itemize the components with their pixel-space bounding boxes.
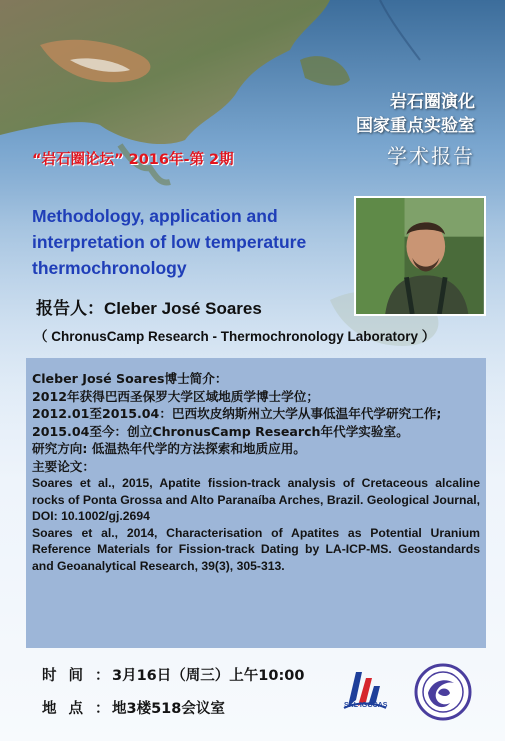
speaker-prefix: 报告人：	[36, 299, 104, 319]
time-value: 3月16日（周三）上午10:00	[112, 668, 305, 684]
bio-line: 研究方向: 低温热年代学的方法探索和地质应用。	[32, 441, 306, 456]
lab-title	[356, 90, 475, 168]
publications-heading: 主要论文：	[32, 458, 95, 474]
speaker-photo	[354, 196, 486, 316]
bio-heading: Cleber José Soares博士简介：	[32, 371, 228, 386]
time-row	[42, 660, 304, 693]
lab-name-line1: 岩石圈演化	[390, 92, 475, 112]
skl-iggcas-logo	[338, 664, 392, 720]
institute-logo-icon	[414, 663, 472, 721]
talk-title: Methodology, application and interpretation of low temperature thermochronology	[32, 206, 307, 278]
bio-line: 2012.01至2015.04：巴西坎皮纳斯州立大学从事低温年代学研究工作;	[32, 406, 442, 421]
skl-logo-text: SKL IGGCAS	[344, 702, 388, 709]
iggcas-circle-logo	[414, 663, 472, 721]
publication-item: Soares et al., 2015, Apatite fission-track analysis of Cretaceous alcaline rocks of Ponta Grossa and Alto Paranaíba Arches, Brazil. Geological Journal, DOI: 10.1002/gj.2694	[32, 476, 480, 523]
skl-logo-icon	[338, 664, 392, 720]
event-details	[42, 660, 304, 726]
lab-name-line2: 国家重点实验室	[356, 116, 475, 136]
bio-box	[26, 358, 486, 648]
bio-line: 2015.04至今：创立ChronusCamp Research年代学实验室。	[32, 423, 409, 439]
publication-item: Soares et al., 2014, Characterisation of Apatites as Potential Uranium Reference Materials for Fission-track Dating by LA-ICP-MS. Geostandards and Geoanalytical Research, 39(3), 305-313.	[32, 525, 480, 573]
place-row	[42, 693, 304, 726]
speaker-line	[36, 294, 262, 319]
speaker-affiliation: （ ChronusCamp Research - Thermochronology Laboratory ）	[34, 329, 436, 344]
place-value: 地3楼518会议室	[112, 701, 225, 717]
speaker-name: Cleber José Soares	[104, 299, 262, 318]
bio-line: 2012年获得巴西圣保罗大学区域地质学博士学位；	[32, 388, 319, 404]
place-label: 地点：	[42, 701, 122, 717]
series-title: “岩石圈论坛” 2016年-第 2期	[32, 152, 234, 168]
lab-subtitle: 学术报告	[387, 144, 475, 168]
speaker-portrait	[356, 198, 484, 314]
time-label: 时间：	[42, 668, 122, 684]
